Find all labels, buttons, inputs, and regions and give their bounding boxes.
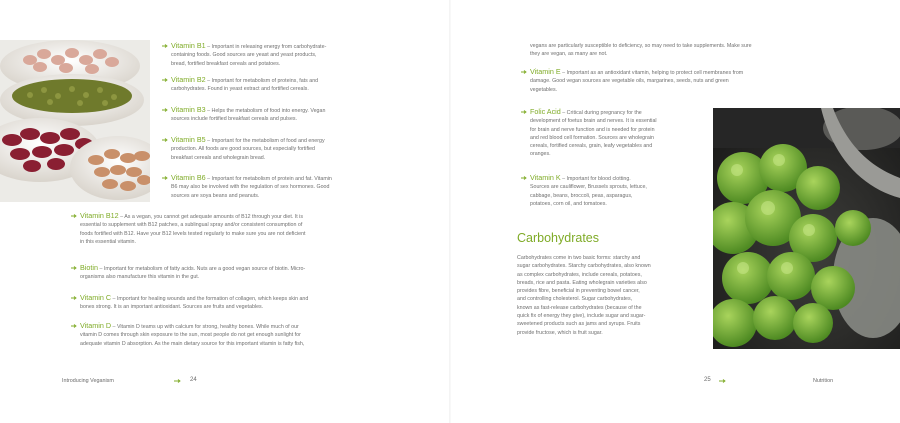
arrow-bullet-icon [71,296,77,300]
entry-vitamin-b6: Vitamin B6 – Important for metabolism of protein and fat. Vitamin B6 may also be involved with the regulation of sex hormones. Good sources are soya beans and peanuts. [171,174,401,200]
entry-text: Important for metabolism of proteins, fats and carbohydrates. Found in yeast extract and fortified cereals. [171,78,319,93]
continued-text: vegans are particularly susceptible to deficiency, so may need to take supplements. Make sure they are vegan, as many are not. [530,43,752,58]
entry-term: Biotin [80,263,98,272]
entry-folic-acid: Folic Acid – Critical during pregnancy for the development of foetus brain and nerves. It is essential for brain and nerve function and is needed for protein and red blood cell formation. Sources are wholegrain cereals, fortified cereals, grain, leafy vegetables and oranges. [530,108,710,159]
arrow-bullet-icon [521,70,527,74]
arrow-bullet-icon [162,176,168,180]
arrow-bullet-icon [521,176,527,180]
entry-term: Vitamin K [530,173,561,182]
entry-term: Vitamin B2 [171,75,206,84]
entry-term: Vitamin B5 [171,135,206,144]
entry-term: Vitamin B1 [171,41,206,50]
beans-bowls-photo [0,40,150,202]
arrow-bullet-icon [162,44,168,48]
arrow-bullet-icon [162,138,168,142]
footer-arrow-icon [719,379,726,383]
page-number: 24 [190,377,197,383]
entry-vitamin-b5: Vitamin B5 – Important for the metabolism of food and energy production. All foods are good sources, but especially fortified breakfast cereals and wholegrain bread. [171,136,401,162]
entry-text: Important for the metabolism of food and energy production. All foods are good sources, but especially fortified breakfast cereals and wholegrain bread. [171,138,325,161]
entry-text: Important for metabolism of fatty acids. Nuts are a good vegan source of biotin. Micro- organisms also manufacture this vitamin in the gut. [80,266,306,281]
arrow-bullet-icon [162,78,168,82]
entry-text: Important as an antioxidant vitamin, helping to protect cell membranes from damage. Good vegan sources are vegetable oils, margarines, seeds, nuts and green vegetables. [530,70,744,93]
section-heading: Carbohydrates [517,231,599,245]
arrow-bullet-icon [162,108,168,112]
carbohydrates-body: Carbohydrates come in two basic forms: starchy and sugar carbohydrates. Starchy carbohydrates, also known as complex carbohydrates, include cereals, potatoes, breads, rice and pasta. Eating wholegrain varieties also provides fibre, beneficial in preventing bowel cancer, and controlling cholesterol. Sugar carbohydrates, known as fast-release carbohydrates (because of the quick fix of energy they give), include sugar and sugar- sweetened products such as jams and syrups. Fruits provide fructose, which is fruit sugar. [517,255,651,336]
entry-vitamin-b3: Vitamin B3 – Helps the metabolism of food into energy. Vegan sources include fortified breakfast cereals and pulses. [171,106,401,124]
entry-vitamin-d: Vitamin D – Vitamin D teams up with calcium for strong, healthy bones. While much of our vitamin D comes through skin exposure to the sun, most people do not get enough sunlight for adequate vitamin D absorption. As the main dietary source for this important vitamin is fatty fish, [80,322,400,348]
footer-section-title: Nutrition [813,378,834,384]
entry-text: Vitamin D teams up with calcium for strong, healthy bones. While much of our vitamin D comes through skin exposure to the sun, most people do not get enough sunlight for adequate vitamin D absorption. As the main dietary source for this important vitamin is fatty fish, [80,324,305,347]
arrow-bullet-icon [71,214,77,218]
entry-term: Vitamin D [80,321,112,330]
entry-vitamin-b1: Vitamin B1 – Important in releasing energy from carbohydrate- containing foods. Good sources are yeast and yeast products, bread, fortified breakfast cereals and potatoes. [171,42,401,68]
arrow-bullet-icon [71,266,77,270]
entry-biotin: Biotin – Important for metabolism of fatty acids. Nuts are a good vegan source of biotin. Micro- organisms also manufacture this vitamin in the gut. [80,264,400,282]
entry-text: Important in releasing energy from carbohydrate- containing foods. Good sources are yeast and yeast products, bread, fortified breakfast cereals and potatoes. [171,44,327,67]
entry-text: Important for healing wounds and the formation of collagen, which keeps skin and bones strong. It is an important antioxidant. Sources are fruits and vegetables. [80,296,309,311]
entry-term: Vitamin C [80,293,112,302]
entry-text: Important for metabolism of protein and fat. Vitamin B6 may also be involved with the regulation of sex hormones. Good sources are soya beans and peanuts. [171,176,332,199]
right-page [450,0,900,423]
entry-term: Vitamin B6 [171,173,206,182]
entry-vitamin-e: Vitamin E – Important as an antioxidant vitamin, helping to protect cell membranes from damage. Good vegan sources are vegetable oils, margarines, seeds, nuts and green vegetables. [530,68,830,94]
entry-vitamin-c: Vitamin C – Important for healing wounds and the formation of collagen, which keeps skin and bones strong. It is an important antioxidant. Sources are fruits and vegetables. [80,294,400,312]
entry-term: Vitamin E [530,67,561,76]
entry-vitamin-k: Vitamin K – Important for blood clotting. Sources are cauliflower, Brussels sprouts, lettuce, cabbage, beans, broccoli, peas, asparagus, potatoes, corn oil, and tomatoes. [530,174,710,208]
footer-arrow-icon [174,379,181,383]
arrow-bullet-icon [71,324,77,328]
entry-text: Important for blood clotting. Sources are cauliflower, Brussels sprouts, lettuce, cabbage, beans, broccoli, peas, asparagus, potatoes, corn oil, and tomatoes. [530,176,647,207]
entry-text: Critical during pregnancy for the development of foetus brain and nerves. It is essential for brain and nerve function and is needed for protein and red blood cell formation. Sources are wholegrain cereals, fortified cereals, grain, leafy vegetables and oranges. [530,110,657,158]
broccoli-pan-photo [713,108,900,349]
entry-vitamin-b12: Vitamin B12 – As a vegan, you cannot get adequate amounts of B12 through your diet. It is essential to supplement with B12 patches, a sublingual spray and/or consistent consumption of foods fortified with B12. Have your B12 levels tested regularly to make sure you are not deficient in this essential vitamin. [80,212,400,246]
footer-book-title: Introducing Veganism [62,378,114,384]
entry-term: Folic Acid [530,107,561,116]
page-number: 25 [704,377,711,383]
entry-text: As a vegan, you cannot get adequate amounts of B12 through your diet. It is essential to supplement with B12 patches, a sublingual spray and/or consistent consumption of foods fortified with B12. Have your B12 levels tested regularly to make sure you are not deficient in this essential vitamin. [80,214,306,245]
arrow-bullet-icon [521,110,527,114]
entry-text: Helps the metabolism of food into energy. Vegan sources include fortified breakfast cereals and pulses. [171,108,326,123]
entry-term: Vitamin B12 [80,211,119,220]
entry-term: Vitamin B3 [171,105,206,114]
entry-vitamin-b2: Vitamin B2 – Important for metabolism of proteins, fats and carbohydrates. Found in yeast extract and fortified cereals. [171,76,401,94]
